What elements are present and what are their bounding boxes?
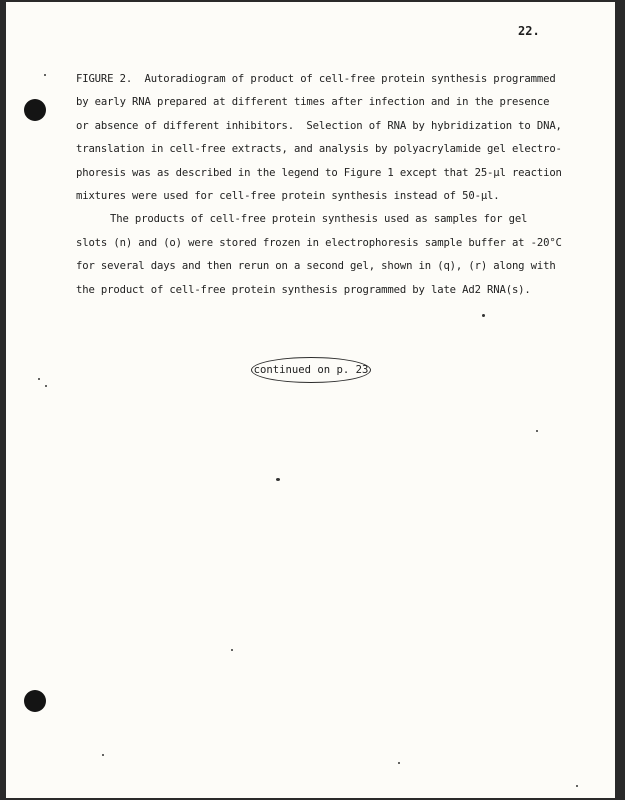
paper-speck bbox=[44, 74, 46, 76]
punch-hole-bottom bbox=[24, 690, 46, 712]
paper-speck bbox=[276, 478, 280, 481]
figure-caption bbox=[76, 68, 606, 302]
paragraph-line: for several days and then rerun on a second gel, shown in (q), (r) along with bbox=[76, 260, 556, 273]
paper-speck bbox=[576, 785, 578, 787]
caption-line: phoresis was as described in the legend to Figure 1 except that 25-µl reaction bbox=[76, 166, 562, 179]
paragraph-line: The products of cell-free protein synthesis used as samples for gel bbox=[110, 213, 528, 226]
paper-speck bbox=[102, 754, 104, 756]
paper-speck bbox=[45, 385, 47, 387]
paper-speck bbox=[38, 378, 40, 380]
caption-line: translation in cell-free extracts, and analysis by polyacrylamide gel electro- bbox=[76, 143, 562, 156]
paragraph-line: the product of cell-free protein synthesis programmed by late Ad2 RNA(s). bbox=[76, 283, 531, 296]
caption-line: FIGURE 2. Autoradiogram of product of cell-free protein synthesis programmed bbox=[76, 73, 556, 85]
paper-speck bbox=[536, 430, 538, 432]
paper-speck bbox=[398, 762, 400, 764]
document-page bbox=[6, 2, 615, 798]
paper-speck bbox=[231, 649, 233, 651]
caption-line: by early RNA prepared at different times after infection and in the presence bbox=[76, 96, 550, 109]
caption-line: mixtures were used for cell-free protein synthesis instead of 50-µl. bbox=[76, 190, 500, 203]
paper-speck bbox=[482, 314, 485, 317]
page-number: 22. bbox=[518, 24, 540, 38]
continued-note: continued on p. 23 bbox=[251, 357, 371, 383]
punch-hole-top bbox=[24, 99, 46, 121]
caption-line: or absence of different inhibitors. Selection of RNA by hybridization to DNA, bbox=[76, 119, 562, 132]
paragraph-line: slots (n) and (o) were stored frozen in electrophoresis sample buffer at -20°C bbox=[76, 236, 562, 249]
